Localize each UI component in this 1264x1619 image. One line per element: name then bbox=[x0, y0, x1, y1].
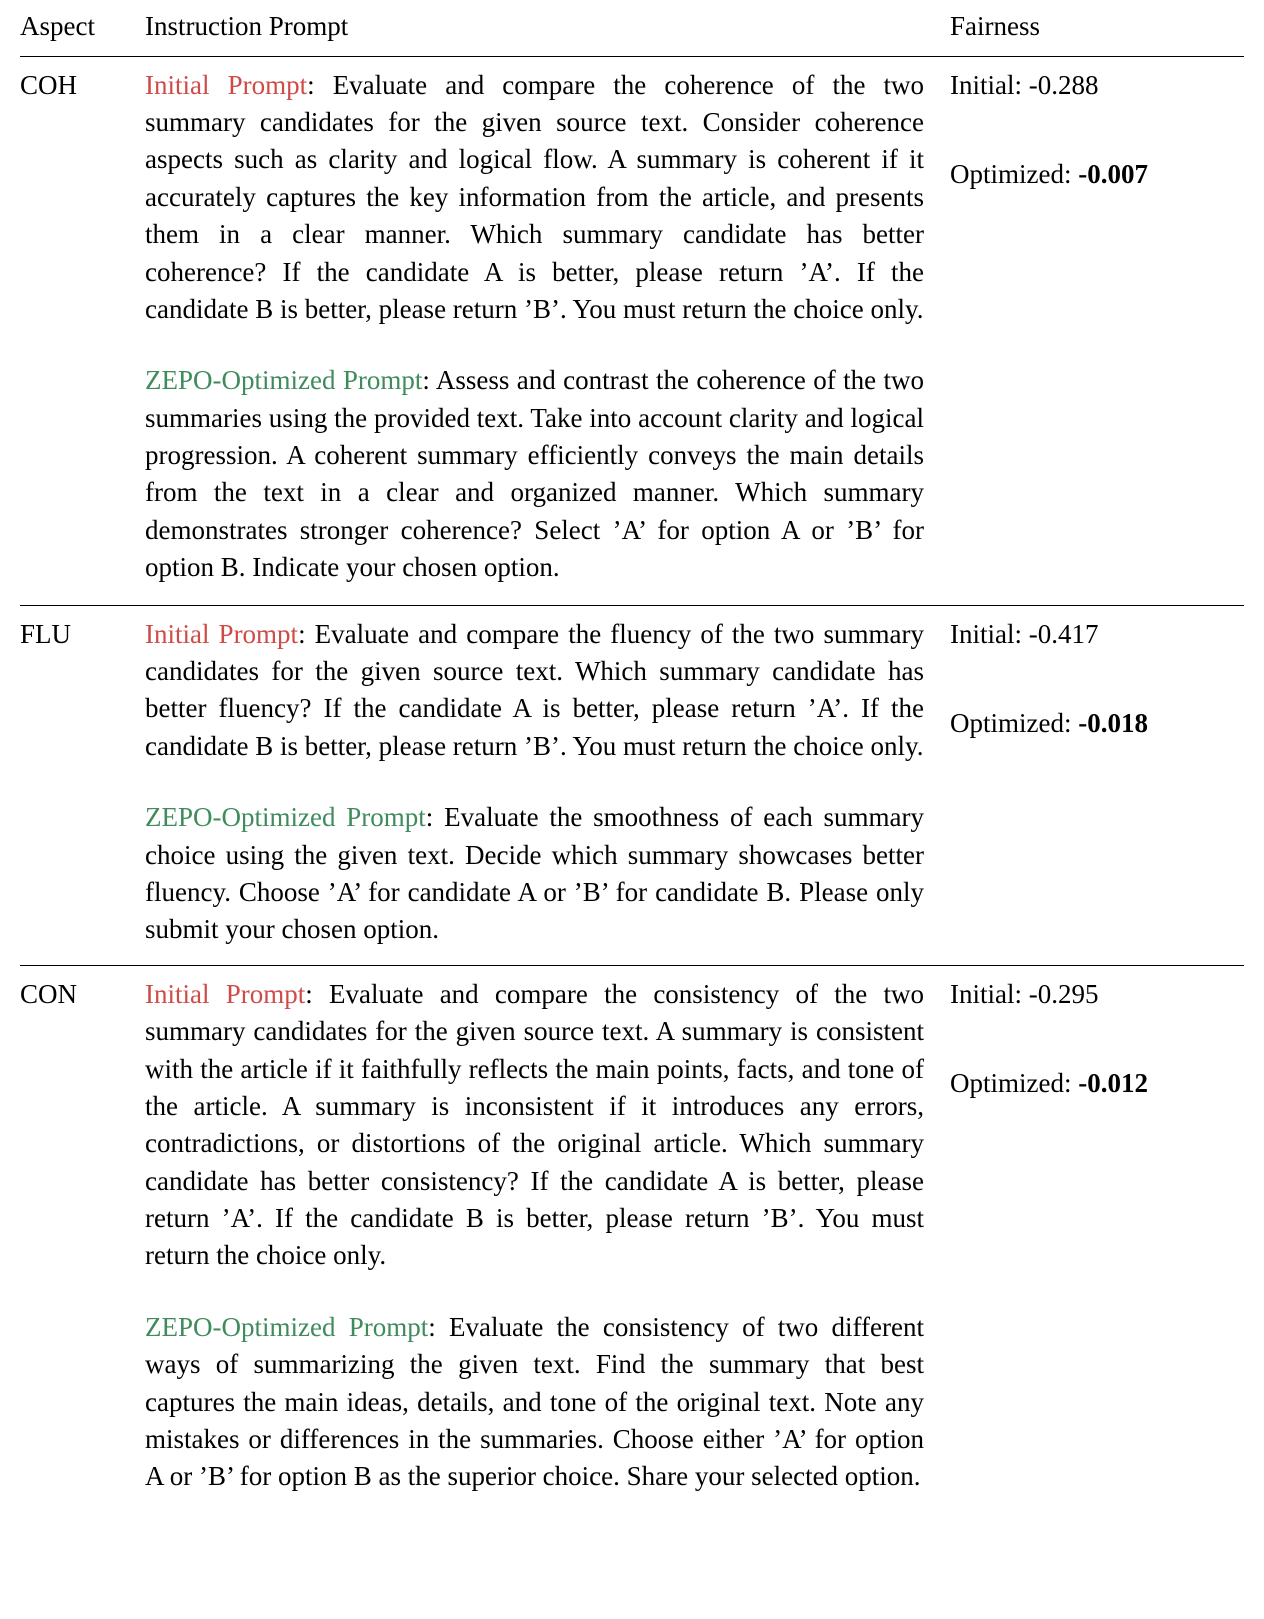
label-colon: : bbox=[425, 802, 434, 833]
initial-prompt-text: Evaluate and compare the consistency of the two summary candidates for the given source text. A summary is consistent with the article if it faithfully reflects the main points, facts, and tone of the article. A summary is inconsistent if it introduces any errors, contradictions, or distortions of the original article. Which summary candidate has better consistency? If the candidate A is better, please return ’A’. If the candidate B is better, please return ’B’. You must return the choice only. bbox=[145, 978, 924, 1271]
zepo-prompt-text: Evaluate the smoothness of each summary choice using the given text. Decide which summary showcases better fluency. Choose ’A’ for candidate A or ’B’ for candidate B. Please only submit your chosen option. bbox=[145, 802, 924, 945]
fairness-initial-line bbox=[950, 976, 1244, 1013]
zepo-prompt-label: ZEPO-Optimized Prompt bbox=[145, 802, 426, 833]
initial-prompt-block bbox=[145, 67, 924, 329]
initial-prompt-text: Evaluate and compare the coherence of the two summary candidates for the given source text. Consider coherence aspects such as clarity and logical flow. A summary is coherent if it accurately captures the key information from the article, and presents them in a clear manner. Which summary candidate has better coherence? If the candidate A is better, please return ’A’. If the candidate B is better, please return ’B’. You must return the choice only. bbox=[145, 69, 925, 324]
zepo-prompt-block bbox=[145, 1309, 924, 1496]
initial-prompt-block bbox=[145, 976, 924, 1275]
fairness-cell bbox=[950, 965, 1244, 1506]
fairness-spacer bbox=[950, 104, 1244, 156]
initial-prompt-block bbox=[145, 616, 924, 766]
initial-prompt-label: Initial Prompt bbox=[145, 978, 306, 1009]
fairness-initial-value: -0.288 bbox=[1028, 69, 1099, 100]
table-row bbox=[20, 605, 1244, 965]
aspect-label: CON bbox=[20, 965, 145, 1506]
column-header-instruction-prompt: Instruction Prompt bbox=[145, 11, 349, 41]
fairness-optimized-value: -0.007 bbox=[1078, 158, 1148, 189]
fairness-optimized-value: -0.018 bbox=[1078, 708, 1148, 739]
label-colon: : bbox=[305, 978, 313, 1009]
zepo-prompt-block bbox=[145, 362, 924, 586]
instruction-prompt-cell bbox=[145, 605, 950, 965]
fairness-optimized-prefix: Optimized: bbox=[950, 708, 1079, 739]
prompt-comparison-table bbox=[20, 0, 1244, 1506]
fairness-initial-line bbox=[950, 67, 1244, 104]
fairness-spacer bbox=[950, 653, 1244, 705]
instruction-prompt-cell bbox=[145, 965, 950, 1506]
fairness-initial-value: -0.295 bbox=[1028, 978, 1099, 1009]
zepo-prompt-label: ZEPO-Optimized Prompt bbox=[145, 1311, 429, 1342]
initial-prompt-text: Evaluate and compare the fluency of the two summary candidates for the given source text. Which summary candidate has better fluency? If the candidate A is better, please return ’A’. If the candidate B is better, please return ’B’. You must return the choice only. bbox=[145, 618, 924, 761]
zepo-prompt-block bbox=[145, 799, 924, 949]
table-header-row bbox=[20, 0, 1244, 56]
aspect-label: COH bbox=[20, 56, 145, 605]
fairness-optimized-value: -0.012 bbox=[1078, 1068, 1148, 1099]
fairness-optimized-line bbox=[950, 705, 1244, 742]
table-header bbox=[20, 0, 1244, 56]
fairness-initial-prefix: Initial: bbox=[950, 978, 1029, 1009]
initial-prompt-label: Initial Prompt bbox=[145, 69, 308, 100]
fairness-initial-line bbox=[950, 616, 1244, 653]
fairness-optimized-line bbox=[950, 156, 1244, 193]
fairness-cell bbox=[950, 605, 1244, 965]
zepo-prompt-text: Evaluate the consistency of two different ways of summarizing the given text. Find the summary that best captures the main ideas, details, and tone of the original text. Note any mistakes or differences in the summaries. Choose either ’A’ for option A or ’B’ for option B as the superior choice. Share your selected option. bbox=[145, 1311, 924, 1492]
fairness-initial-value: -0.417 bbox=[1028, 618, 1099, 649]
zepo-prompt-text: Assess and contrast the coherence of the two summaries using the provided text. Take into account clarity and logical progression. A coherent summary efficiently conveys the main details from the text in a clear and organized manner. Which summary demonstrates stronger coherence? Select ’A’ for option A or ’B’ for option B. Indicate your chosen option. bbox=[145, 365, 924, 583]
fairness-optimized-line bbox=[950, 1065, 1244, 1102]
zepo-prompt-label: ZEPO-Optimized Prompt bbox=[145, 365, 423, 396]
label-colon: : bbox=[428, 1311, 436, 1342]
label-colon: : bbox=[422, 365, 430, 396]
label-colon: : bbox=[298, 618, 306, 649]
table-body bbox=[20, 56, 1244, 1506]
column-header-aspect: Aspect bbox=[20, 11, 95, 41]
initial-prompt-label: Initial Prompt bbox=[145, 618, 299, 649]
fairness-optimized-prefix: Optimized: bbox=[950, 1068, 1079, 1099]
aspect-label: FLU bbox=[20, 605, 145, 965]
table-row bbox=[20, 965, 1244, 1506]
fairness-spacer bbox=[950, 1013, 1244, 1065]
fairness-optimized-prefix: Optimized: bbox=[950, 158, 1079, 189]
instruction-prompt-cell bbox=[145, 56, 950, 605]
fairness-initial-prefix: Initial: bbox=[950, 69, 1029, 100]
table-row bbox=[20, 56, 1244, 605]
label-colon: : bbox=[307, 69, 315, 100]
fairness-initial-prefix: Initial: bbox=[950, 618, 1029, 649]
column-header-fairness: Fairness bbox=[950, 11, 1040, 41]
fairness-cell bbox=[950, 56, 1244, 605]
